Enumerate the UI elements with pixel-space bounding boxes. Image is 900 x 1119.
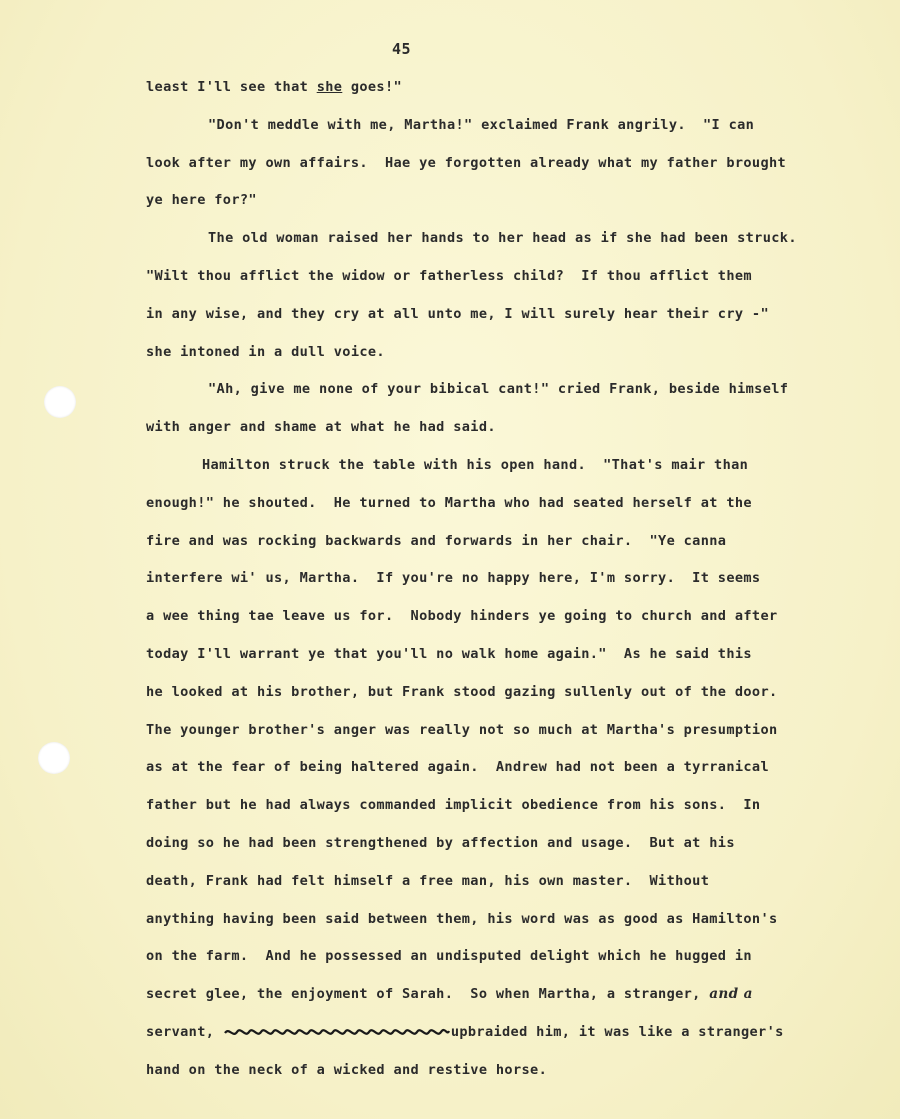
punch-hole-bottom [38, 742, 70, 774]
text-line: as at the fear of being haltered again. Andrew had not been a tyrranical [146, 759, 769, 776]
text-line: on the farm. And he possessed an undisputed delight which he hugged in [146, 948, 752, 965]
text-line: "Ah, give me none of your bibical cant!" cried Frank, beside himself [208, 381, 789, 398]
text-line: in any wise, and they cry at all unto me, I will surely hear their cry -" [146, 305, 769, 322]
text-line: servant, upbraided him, it was like a stranger's [146, 1023, 784, 1040]
text-line: The old woman raised her hands to her head as if she had been struck. [208, 230, 797, 247]
handwritten-insertion: and a [709, 986, 753, 1003]
text-line: fire and was rocking backwards and forwards in her chair. "Ye canna [146, 532, 727, 549]
handwritten-strikeout-scribble [223, 1025, 451, 1039]
typed-text-body [146, 76, 876, 1097]
page-number: 45 [392, 40, 412, 58]
text-line: death, Frank had felt himself a free man, his own master. Without [146, 872, 710, 889]
text-line: Hamilton struck the table with his open hand. "That's mair than [202, 456, 749, 473]
text-line: father but he had always commanded implicit obedience from his sons. In [146, 797, 761, 814]
punch-hole-top [44, 386, 76, 418]
text-line: "Wilt thou afflict the widow or fatherless child? If thou afflict them [146, 267, 752, 284]
text-line: she intoned in a dull voice. [146, 343, 385, 360]
text-line: least I'll see that she goes!" [146, 79, 403, 95]
text-line: with anger and shame at what he had said. [146, 419, 496, 436]
text-line: today I'll warrant ye that you'll no walk home again." As he said this [146, 645, 752, 662]
text-line: secret glee, the enjoyment of Sarah. So when Martha, a stranger, and a [146, 986, 753, 1003]
text-line: hand on the neck of a wicked and restive horse. [146, 1061, 548, 1078]
text-line: ye here for?" [146, 192, 257, 209]
text-line: a wee thing tae leave us for. Nobody hinders ye going to church and after [146, 608, 778, 625]
text-line: anything having been said between them, his word was as good as Hamilton's [146, 910, 778, 927]
text-line: enough!" he shouted. He turned to Martha who had seated herself at the [146, 494, 752, 511]
text-line: doing so he had been strengthened by affection and usage. But at his [146, 834, 735, 851]
text-line: interfere wi' us, Martha. If you're no happy here, I'm sorry. It seems [146, 570, 761, 587]
text-line: "Don't meddle with me, Martha!" exclaimed Frank angrily. "I can [208, 116, 755, 133]
text-line: The younger brother's anger was really not so much at Martha's presumption [146, 721, 778, 738]
text-line: look after my own affairs. Hae ye forgotten already what my father brought [146, 154, 787, 171]
text-line: he looked at his brother, but Frank stood gazing sullenly out of the door. [146, 683, 778, 700]
